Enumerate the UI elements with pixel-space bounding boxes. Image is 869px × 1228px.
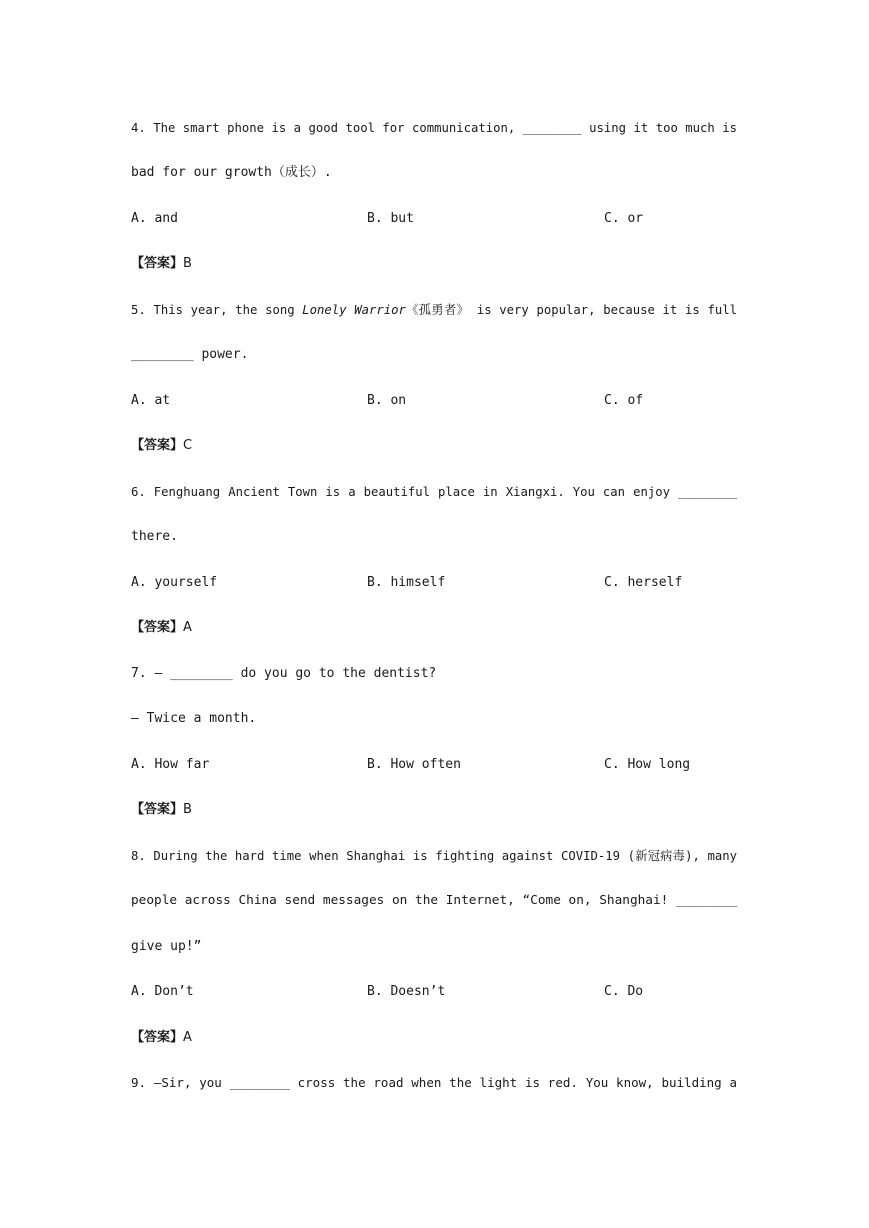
question-9-text-line-1: 9. —Sir, you ________ cross the road when the light is red. You know, building a [131, 1075, 737, 1090]
answer-value: A [183, 620, 192, 635]
question-7-options [131, 754, 737, 776]
answer-label: 【答案】 [131, 438, 184, 453]
answer-label: 【答案】 [131, 620, 184, 635]
question-5-answer [131, 435, 737, 457]
option-a: A. How far [131, 757, 210, 772]
option-c: C. Do [604, 984, 644, 999]
option-b: B. Doesn’t [367, 984, 446, 999]
question-8-answer [131, 1027, 737, 1049]
answer-label: 【答案】 [131, 1030, 184, 1045]
option-c: C. herself [604, 575, 683, 590]
question-5-suffix: 《孤勇者》 is very popular, because it is full [405, 303, 737, 317]
option-b: B. on [367, 393, 407, 408]
option-a: A. Don’t [131, 984, 194, 999]
question-7-text-line-2: — Twice a month. [131, 711, 257, 726]
option-b: B. himself [367, 575, 446, 590]
question-5-text-line-1 [131, 299, 737, 321]
question-6-text-line-2: there. [131, 529, 178, 544]
question-8-options [131, 981, 737, 1003]
option-a: A. and [131, 211, 178, 226]
question-8-text-line-2: people across China send messages on the Internet, “Come on, Shanghai! ________ [131, 893, 738, 908]
question-4-options [131, 208, 737, 230]
option-c: C. of [604, 393, 644, 408]
option-a: A. at [131, 393, 171, 408]
option-c: C. How long [604, 757, 691, 772]
question-8-text-line-1: 8. During the hard time when Shanghai is fighting against COVID-19 (新冠病毒), many [131, 849, 737, 863]
option-c: C. or [604, 211, 644, 226]
answer-value: A [183, 1030, 192, 1045]
option-b: B. How often [367, 757, 461, 772]
question-6-answer [131, 617, 737, 639]
song-title: Lonely Warrior [302, 303, 406, 317]
question-7-text-line-1: 7. — ________ do you go to the dentist? [131, 666, 437, 681]
answer-value: B [183, 802, 192, 817]
question-4-text-line-1: 4. The smart phone is a good tool for communication, ________ using it too much is [131, 121, 737, 135]
answer-label: 【答案】 [131, 256, 184, 271]
question-8-text-line-3: give up!” [131, 939, 202, 954]
option-b: B. but [367, 211, 414, 226]
option-a: A. yourself [131, 575, 218, 590]
question-5-prefix: 5. This year, the song [131, 303, 303, 317]
question-7-answer [131, 799, 737, 821]
answer-value: C [183, 438, 193, 453]
answer-value: B [183, 256, 192, 271]
question-6-options [131, 572, 737, 594]
question-5-options [131, 390, 737, 412]
question-6-text-line-1: 6. Fenghuang Ancient Town is a beautiful place in Xiangxi. You can enjoy ________ [131, 485, 737, 499]
question-4-text-line-2: bad for our growth（成长）. [131, 165, 332, 180]
answer-label: 【答案】 [131, 802, 184, 817]
question-5-text-line-2: ________ power. [131, 347, 249, 362]
question-4-answer [131, 253, 737, 275]
